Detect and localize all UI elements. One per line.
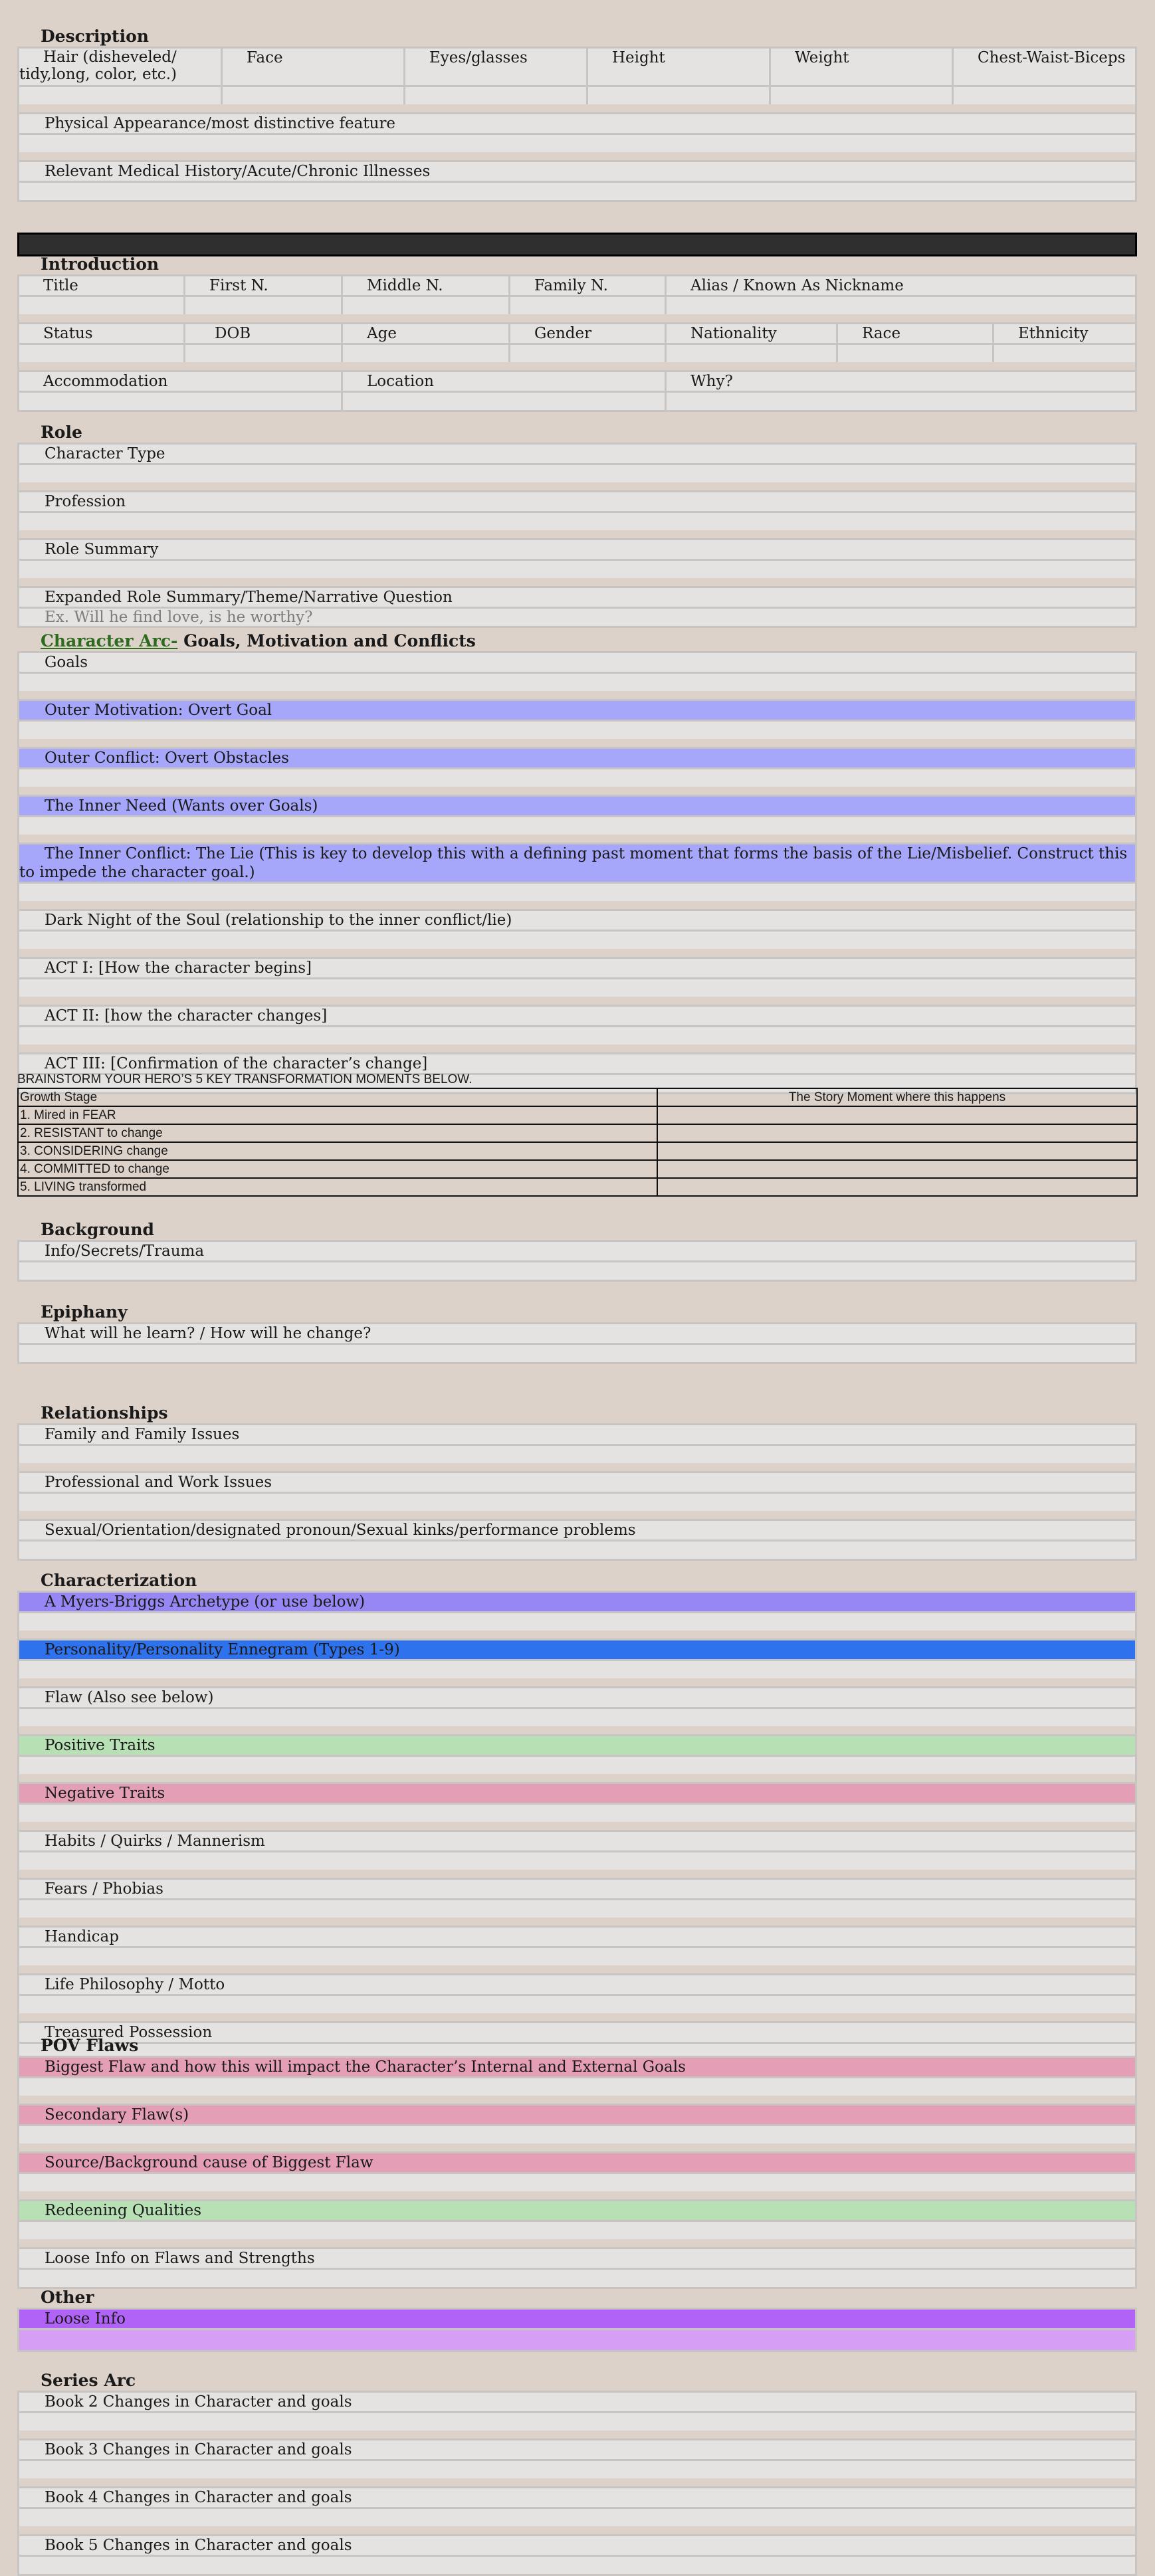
inner-conflict-input[interactable] bbox=[19, 884, 1135, 901]
brainstorm-table bbox=[17, 1088, 1138, 1197]
age-input[interactable] bbox=[343, 345, 508, 362]
enneagram-input[interactable] bbox=[19, 1661, 1135, 1678]
role-summary-label: Role Summary bbox=[19, 538, 1135, 561]
book5-input[interactable] bbox=[19, 2557, 1135, 2574]
height-input[interactable] bbox=[588, 87, 769, 104]
age-label: Age bbox=[343, 324, 508, 345]
sexual-label: Sexual/Orientation/designated pronoun/Sexual kinks/performance problems bbox=[19, 1519, 1135, 1541]
work-issues-input[interactable] bbox=[19, 1494, 1135, 1511]
redeeming-label: Redeening Qualities bbox=[19, 2199, 1135, 2222]
book3-label: Book 3 Changes in Character and goals bbox=[19, 2438, 1135, 2461]
secrets-input[interactable] bbox=[19, 1262, 1135, 1280]
ethnicity-label: Ethnicity bbox=[994, 324, 1135, 345]
moment-4[interactable] bbox=[657, 1160, 1137, 1178]
moment-3[interactable] bbox=[657, 1142, 1137, 1160]
description-heading: Description bbox=[41, 27, 149, 46]
arc-section bbox=[17, 631, 1137, 1094]
handicap-label: Handicap bbox=[19, 1926, 1135, 1948]
act1-label: ACT I: [How the character begins] bbox=[19, 957, 1135, 979]
flaw-source-input[interactable] bbox=[19, 2174, 1135, 2191]
loose-flaws-input[interactable] bbox=[19, 2270, 1135, 2287]
loose-info-input[interactable] bbox=[19, 2330, 1135, 2350]
flaw-input[interactable] bbox=[19, 1709, 1135, 1726]
negative-traits-input[interactable] bbox=[19, 1805, 1135, 1822]
middle-name-input[interactable] bbox=[343, 297, 508, 314]
middle-name-label: Middle N. bbox=[343, 276, 508, 297]
race-input[interactable] bbox=[838, 345, 992, 362]
weight-label: Weight bbox=[771, 49, 952, 87]
alias-input[interactable] bbox=[667, 297, 1135, 314]
expanded-role-input[interactable]: Ex. Will he find love, is he worthy? bbox=[19, 609, 1135, 626]
characterization-section bbox=[17, 1571, 1137, 2063]
description-section bbox=[17, 27, 1137, 202]
series-arc-section bbox=[17, 2371, 1137, 2576]
philosophy-input[interactable] bbox=[19, 1996, 1135, 2013]
biggest-flaw-input[interactable] bbox=[19, 2078, 1135, 2096]
gender-input[interactable] bbox=[510, 345, 665, 362]
loose-info-label: Loose Info bbox=[19, 2310, 1135, 2330]
chest-input[interactable] bbox=[954, 87, 1135, 104]
other-section bbox=[17, 2288, 1137, 2352]
possession-label: Treasured Possession bbox=[19, 2021, 1135, 2044]
height-label: Height bbox=[588, 49, 769, 87]
appearance-label: Physical Appearance/most distinctive feature bbox=[19, 112, 1135, 135]
habits-input[interactable] bbox=[19, 1852, 1135, 1870]
handicap-input[interactable] bbox=[19, 1948, 1135, 1965]
title-label: Title bbox=[19, 276, 183, 297]
race-label: Race bbox=[838, 324, 992, 345]
inner-need-label: The Inner Need (Wants over Goals) bbox=[19, 795, 1135, 817]
character-type-input[interactable] bbox=[19, 465, 1135, 482]
weight-input[interactable] bbox=[771, 87, 952, 104]
brainstorm-title: BRAINSTORM YOUR HERO’S 5 KEY TRANSFORMATION MOMENTS BELOW. bbox=[17, 1072, 472, 1086]
stage-3: 3. CONSIDERING change bbox=[18, 1142, 657, 1160]
nationality-input[interactable] bbox=[667, 345, 836, 362]
myers-briggs-input[interactable] bbox=[19, 1613, 1135, 1631]
pov-flaws-section bbox=[17, 2036, 1137, 2289]
epiphany-section bbox=[17, 1302, 1137, 1364]
secondary-flaw-label: Secondary Flaw(s) bbox=[19, 2104, 1135, 2126]
relationships-section bbox=[17, 1403, 1137, 1561]
character-type-label: Character Type bbox=[19, 445, 1135, 465]
gender-label: Gender bbox=[510, 324, 665, 345]
positive-traits-label: Positive Traits bbox=[19, 1734, 1135, 1757]
goals-input[interactable] bbox=[19, 674, 1135, 691]
hair-label: Hair (disheveled/ tidy,long, color, etc.) bbox=[19, 49, 221, 87]
introduction-section bbox=[17, 254, 1137, 412]
goals-label: Goals bbox=[19, 653, 1135, 674]
status-label: Status bbox=[19, 324, 183, 345]
intro-row2 bbox=[19, 322, 1135, 362]
book2-input[interactable] bbox=[19, 2413, 1135, 2430]
nationality-label: Nationality bbox=[667, 324, 836, 345]
philosophy-label: Life Philosophy / Motto bbox=[19, 1973, 1135, 1996]
inner-conflict-label: The Inner Conflict: The Lie (This is key to develop this with a defining past moment that forms the basis of the Lie/Misbelief. Construct this to impede the character goal.) bbox=[19, 842, 1135, 884]
other-heading: Other bbox=[41, 2288, 94, 2307]
accommodation-input[interactable] bbox=[19, 393, 341, 410]
location-label: Location bbox=[343, 372, 665, 393]
family-issues-label: Family and Family Issues bbox=[19, 1425, 1135, 1446]
face-label: Face bbox=[223, 49, 403, 87]
sexual-input[interactable] bbox=[19, 1541, 1135, 1559]
arc-heading-rest: Goals, Motivation and Conflicts bbox=[177, 631, 476, 650]
medical-label: Relevant Medical History/Acute/Chronic Illnesses bbox=[19, 160, 1135, 183]
pov-flaws-heading: POV Flaws bbox=[41, 2036, 139, 2055]
book3-input[interactable] bbox=[19, 2461, 1135, 2478]
why-label: Why? bbox=[667, 372, 1135, 393]
status-input[interactable] bbox=[19, 345, 183, 362]
family-name-label: Family N. bbox=[510, 276, 665, 297]
work-issues-label: Professional and Work Issues bbox=[19, 1471, 1135, 1494]
book5-label: Book 5 Changes in Character and goals bbox=[19, 2534, 1135, 2557]
act2-input[interactable] bbox=[19, 1027, 1135, 1044]
introduction-heading: Introduction bbox=[41, 254, 159, 274]
fears-input[interactable] bbox=[19, 1900, 1135, 1918]
arc-heading bbox=[17, 631, 1137, 651]
why-input[interactable] bbox=[667, 393, 1135, 410]
dark-night-label: Dark Night of the Soul (relationship to the inner conflict/lie) bbox=[19, 909, 1135, 932]
hair-input[interactable] bbox=[19, 87, 221, 104]
dob-label: DOB bbox=[185, 324, 341, 345]
dob-input[interactable] bbox=[185, 345, 341, 362]
arc-heading-link[interactable]: Character Arc- bbox=[41, 631, 178, 650]
moment-5[interactable] bbox=[657, 1178, 1137, 1196]
ethnicity-input[interactable] bbox=[994, 345, 1135, 362]
title-input[interactable] bbox=[19, 297, 183, 314]
learn-input[interactable] bbox=[19, 1345, 1135, 1362]
location-input[interactable] bbox=[343, 393, 665, 410]
series-arc-heading: Series Arc bbox=[41, 2371, 136, 2390]
profession-input[interactable] bbox=[19, 513, 1135, 530]
book2-label: Book 2 Changes in Character and goals bbox=[19, 2393, 1135, 2413]
secrets-label: Info/Secrets/Trauma bbox=[19, 1242, 1135, 1262]
inner-need-input[interactable] bbox=[19, 817, 1135, 835]
outer-motivation-input[interactable] bbox=[19, 722, 1135, 739]
first-name-input[interactable] bbox=[185, 297, 341, 314]
moment-1[interactable] bbox=[657, 1106, 1137, 1124]
book4-label: Book 4 Changes in Character and goals bbox=[19, 2486, 1135, 2509]
learn-label: What will he learn? / How will he change? bbox=[19, 1324, 1135, 1345]
brainstorm-header-moment: The Story Moment where this happens bbox=[657, 1088, 1137, 1106]
chest-label: Chest-Waist-Biceps bbox=[954, 49, 1135, 87]
outer-motivation-label: Outer Motivation: Overt Goal bbox=[19, 699, 1135, 722]
intro-row1 bbox=[19, 276, 1135, 314]
stage-5: 5. LIVING transformed bbox=[18, 1178, 657, 1196]
characterization-heading: Characterization bbox=[41, 1571, 197, 1590]
profession-label: Profession bbox=[19, 490, 1135, 513]
book4-input[interactable] bbox=[19, 2509, 1135, 2526]
secondary-flaw-input[interactable] bbox=[19, 2126, 1135, 2143]
outer-conflict-input[interactable] bbox=[19, 769, 1135, 787]
family-issues-input[interactable] bbox=[19, 1446, 1135, 1463]
section-divider-bar bbox=[17, 233, 1137, 256]
act3-label: ACT III: [Confirmation of the character’s change] bbox=[19, 1052, 1135, 1075]
act1-input[interactable] bbox=[19, 979, 1135, 997]
role-summary-input[interactable] bbox=[19, 561, 1135, 578]
eyes-input[interactable] bbox=[405, 87, 586, 104]
eyes-label: Eyes/glasses bbox=[405, 49, 586, 87]
relationships-heading: Relationships bbox=[41, 1403, 168, 1423]
family-name-input[interactable] bbox=[510, 297, 665, 314]
stage-1: 1. Mired in FEAR bbox=[18, 1106, 657, 1124]
stage-4: 4. COMMITTED to change bbox=[18, 1160, 657, 1178]
intro-row3 bbox=[19, 370, 1135, 410]
flaw-label: Flaw (Also see below) bbox=[19, 1686, 1135, 1709]
dark-night-input[interactable] bbox=[19, 932, 1135, 949]
moment-2[interactable] bbox=[657, 1124, 1137, 1142]
stage-2: 2. RESISTANT to change bbox=[18, 1124, 657, 1142]
description-grid bbox=[19, 49, 1135, 104]
enneagram-label: Personality/Personality Ennegram (Types 1-9) bbox=[19, 1638, 1135, 1661]
biggest-flaw-label: Biggest Flaw and how this will impact the Character’s Internal and External Goals bbox=[19, 2058, 1135, 2078]
fears-label: Fears / Phobias bbox=[19, 1878, 1135, 1900]
myers-briggs-label: A Myers-Briggs Archetype (or use below) bbox=[19, 1593, 1135, 1613]
habits-label: Habits / Quirks / Mannerism bbox=[19, 1830, 1135, 1852]
face-input[interactable] bbox=[223, 87, 403, 104]
appearance-input[interactable] bbox=[19, 135, 1135, 152]
role-heading: Role bbox=[41, 423, 82, 442]
accommodation-label: Accommodation bbox=[19, 372, 341, 393]
loose-flaws-label: Loose Info on Flaws and Strengths bbox=[19, 2247, 1135, 2270]
background-section bbox=[17, 1220, 1137, 1282]
expanded-role-label: Expanded Role Summary/Theme/Narrative Question bbox=[19, 586, 1135, 609]
positive-traits-input[interactable] bbox=[19, 1757, 1135, 1774]
first-name-label: First N. bbox=[185, 276, 341, 297]
medical-input[interactable] bbox=[19, 183, 1135, 200]
act2-label: ACT II: [how the character changes] bbox=[19, 1005, 1135, 1027]
alias-label: Alias / Known As Nickname bbox=[667, 276, 1135, 297]
negative-traits-label: Negative Traits bbox=[19, 1782, 1135, 1805]
brainstorm-header-stage: Growth Stage bbox=[18, 1088, 657, 1106]
outer-conflict-label: Outer Conflict: Overt Obstacles bbox=[19, 747, 1135, 769]
role-section bbox=[17, 423, 1137, 628]
background-heading: Background bbox=[41, 1220, 155, 1239]
redeeming-input[interactable] bbox=[19, 2222, 1135, 2239]
flaw-source-label: Source/Background cause of Biggest Flaw bbox=[19, 2151, 1135, 2174]
epiphany-heading: Epiphany bbox=[41, 1302, 128, 1322]
